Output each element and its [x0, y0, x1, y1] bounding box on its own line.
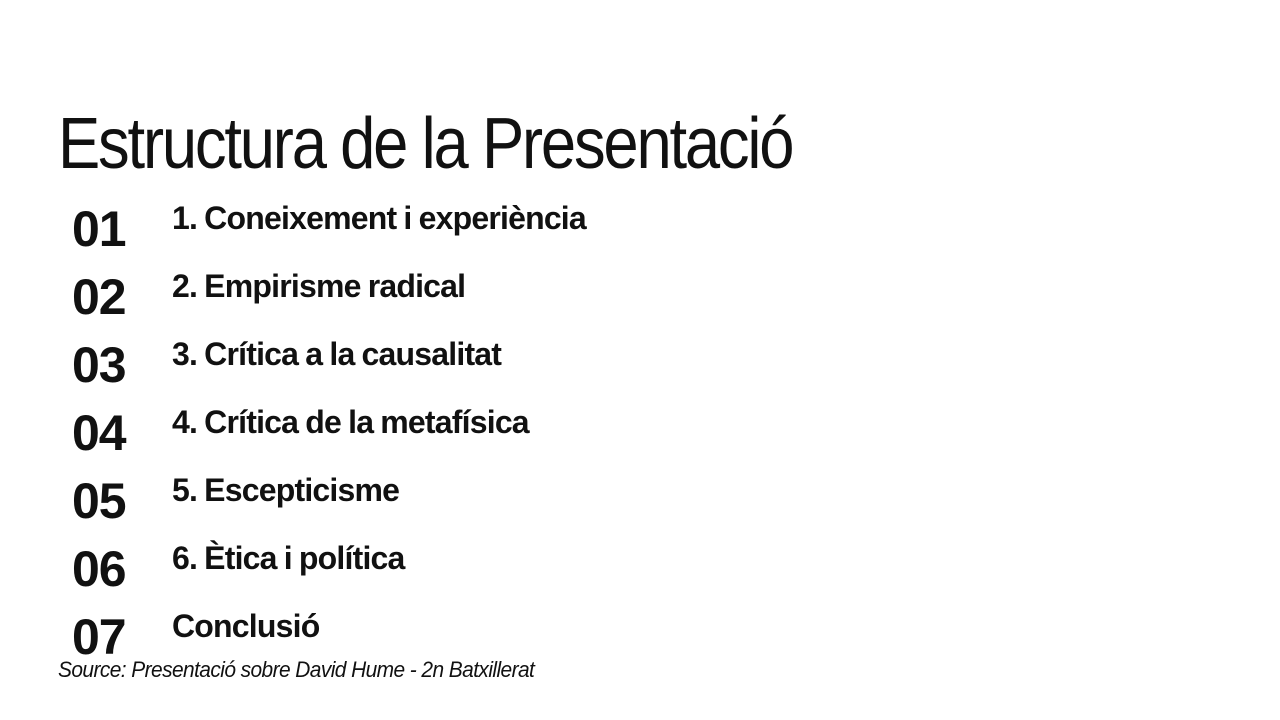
toc-item-label: 5. Escepticisme	[172, 472, 400, 508]
toc-item-label: 4. Crítica de la metafísica	[172, 404, 529, 440]
toc-item-label: 6. Ètica i política	[172, 540, 405, 576]
toc-item-label: 1. Coneixement i experiència	[172, 200, 586, 236]
source-attribution: Source: Presentació sobre David Hume - 2n Batxillerat	[58, 657, 535, 682]
toc-item-number: 01	[72, 201, 126, 257]
toc-item-number: 02	[72, 269, 126, 325]
toc-item	[72, 268, 586, 340]
toc-item-number: 05	[72, 473, 126, 529]
toc-item-label: 3. Crítica a la causalitat	[172, 336, 502, 372]
toc-item-number: 07	[72, 609, 126, 665]
toc-item	[72, 336, 586, 408]
toc-item-number: 04	[72, 405, 126, 461]
toc-item	[72, 404, 586, 476]
toc-item-number: 06	[72, 541, 126, 597]
toc-item	[72, 472, 586, 544]
toc-item-number: 03	[72, 337, 126, 393]
slide-title: Estructura de la Presentació	[58, 104, 793, 185]
toc-item-label: 2. Empirisme radical	[172, 268, 466, 304]
toc-list	[72, 200, 586, 680]
toc-item	[72, 200, 586, 272]
toc-item	[72, 540, 586, 612]
toc-item-label: Conclusió	[172, 608, 320, 644]
